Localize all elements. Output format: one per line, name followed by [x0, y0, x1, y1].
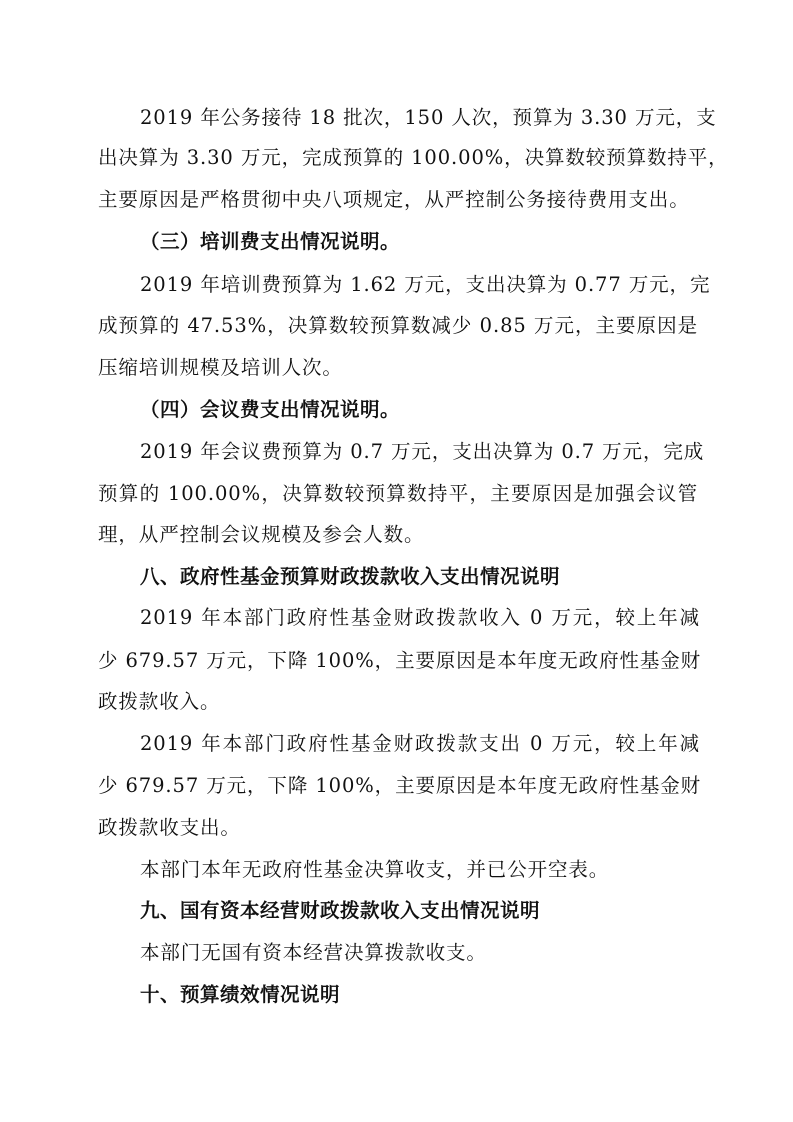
- paragraph-line: 预算的 100.00%，决算数较预算数持平，主要原因是加强会议管: [98, 482, 698, 505]
- section-heading: （三）培训费支出情况说明。: [140, 230, 401, 253]
- paragraph-line: 2019 年本部门政府性基金财政拨款支出 0 万元，较上年减: [140, 732, 700, 755]
- section-heading: 十、预算绩效情况说明: [140, 983, 341, 1006]
- paragraph-line: 2019 年培训费预算为 1.62 万元，支出决算为 0.77 万元，完: [140, 273, 711, 296]
- paragraph-line: 2019 年公务接待 18 批次，150 人次，预算为 3.30 万元，支: [140, 106, 717, 129]
- paragraph-line: 2019 年会议费预算为 0.7 万元，支出决算为 0.7 万元，完成: [140, 440, 705, 463]
- paragraph-line: 2019 年本部门政府性基金财政拨款收入 0 万元，较上年减: [140, 606, 700, 629]
- section-heading: 八、政府性基金预算财政拨款收入支出情况说明: [140, 565, 561, 588]
- paragraph-line: 少 679.57 万元，下降 100%，主要原因是本年度无政府性基金财: [98, 649, 702, 672]
- paragraph-line: 政拨款收支出。: [98, 816, 241, 839]
- section-heading: （四）会议费支出情况说明。: [140, 398, 401, 421]
- paragraph-line: 压缩培训规模及培训人次。: [98, 356, 343, 379]
- paragraph-line: 成预算的 47.53%，决算数较预算数减少 0.85 万元，主要原因是: [98, 314, 698, 337]
- section-heading: 九、国有资本经营财政拨款收入支出情况说明: [140, 899, 541, 922]
- paragraph-line: 政拨款收入。: [98, 690, 221, 713]
- paragraph-line: 主要原因是严格贯彻中央八项规定，从严控制公务接待费用支出。: [98, 188, 690, 211]
- paragraph-line: 理，从严控制会议规模及参会人数。: [98, 523, 425, 546]
- paragraph-line: 出决算为 3.30 万元，完成预算的 100.00%，决算数较预算数持平，: [98, 146, 729, 169]
- paragraph-line: 本部门无国有资本经营决算拨款收支。: [140, 941, 487, 964]
- paragraph-line: 少 679.57 万元，下降 100%，主要原因是本年度无政府性基金财: [98, 774, 702, 797]
- paragraph-line: 本部门本年无政府性基金决算收支，并已公开空表。: [140, 858, 610, 881]
